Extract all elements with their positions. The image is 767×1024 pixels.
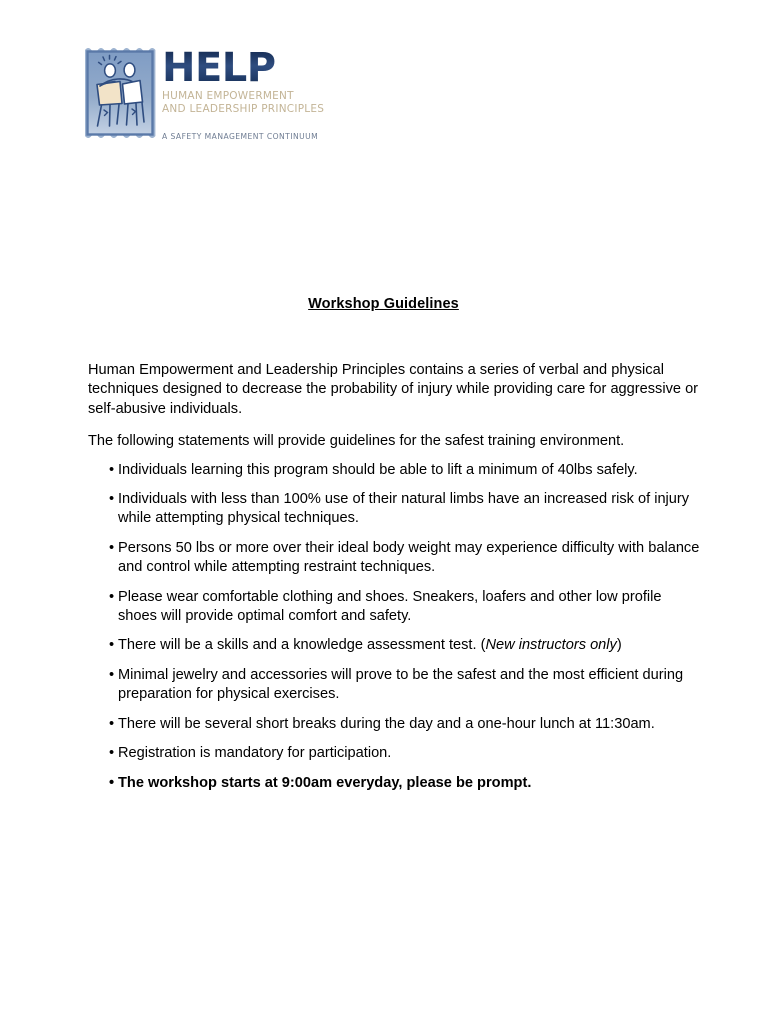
page-title-text: Workshop Guidelines bbox=[308, 296, 459, 312]
bullet-marker-icon: • bbox=[109, 539, 115, 556]
help-subtitle bbox=[162, 90, 332, 115]
bullet-marker-icon: • bbox=[109, 745, 115, 762]
list-item-text: Registration is mandatory for participation. bbox=[118, 745, 392, 762]
bullet-marker-icon: • bbox=[109, 637, 115, 654]
list-item-text: Individuals learning this program should be able to lift a minimum of 40lbs safely. bbox=[118, 461, 638, 478]
bullet-marker-icon: • bbox=[109, 461, 115, 478]
bullet-marker-icon: • bbox=[109, 491, 115, 508]
list-item-italic-text: New instructors only bbox=[485, 637, 617, 654]
help-subtitle-line1: HUMAN EMPOWERMENT bbox=[162, 90, 294, 102]
bullet-marker-icon: • bbox=[109, 588, 115, 605]
list-item bbox=[88, 588, 701, 627]
list-item bbox=[88, 715, 701, 734]
help-logo-mark-icon bbox=[84, 46, 156, 140]
list-item-text: The workshop starts at 9:00am everyday, please be prompt. bbox=[118, 774, 532, 791]
list-item bbox=[88, 539, 701, 578]
help-wordmark-text: HELP bbox=[162, 48, 332, 88]
list-item bbox=[88, 774, 701, 793]
list-item-text: Please wear comfortable clothing and shoes. Sneakers, loafers and other low profile shoes will provide optimal comfort and safety. bbox=[118, 588, 662, 625]
help-tagline: A SAFETY MANAGEMENT CONTINUUM bbox=[162, 132, 319, 141]
document-body bbox=[88, 361, 701, 803]
page-title bbox=[0, 296, 767, 312]
guidelines-lead-paragraph: The following statements will provide guidelines for the safest training environment. bbox=[88, 433, 625, 450]
list-item bbox=[88, 744, 701, 763]
help-logo bbox=[84, 46, 329, 154]
list-item bbox=[88, 636, 701, 655]
bullet-marker-icon: • bbox=[109, 715, 115, 732]
list-item-text: Individuals with less than 100% use of their natural limbs have an increased risk of injury while attempting physical techniques. bbox=[118, 491, 690, 527]
help-wordmark bbox=[162, 45, 332, 115]
list-item-text: Persons 50 lbs or more over their ideal body weight may experience difficulty with balance and control while attempting restraint techniques. bbox=[118, 539, 700, 576]
intro-paragraph: Human Empowerment and Leadership Principles contains a series of verbal and physical techniques designed to decrease the probability of injury while providing care for aggressive or self-abusive individuals. bbox=[88, 362, 699, 417]
list-item-text: There will be several short breaks during the day and a one-hour lunch at 11:30am. bbox=[118, 715, 655, 732]
help-subtitle-line2: AND LEADERSHIP PRINCIPLES bbox=[162, 102, 325, 115]
list-item bbox=[88, 666, 701, 705]
list-item-text: Minimal jewelry and accessories will prove to be the safest and the most efficient during preparation for physical exercises. bbox=[118, 666, 684, 703]
list-item-text: There will be a skills and a knowledge assessment test. (New instructors only) bbox=[118, 637, 622, 654]
guidelines-list bbox=[88, 461, 701, 793]
list-item bbox=[88, 461, 701, 480]
bullet-marker-icon: • bbox=[109, 774, 115, 791]
bullet-marker-icon: • bbox=[109, 666, 115, 683]
list-item bbox=[88, 490, 701, 529]
